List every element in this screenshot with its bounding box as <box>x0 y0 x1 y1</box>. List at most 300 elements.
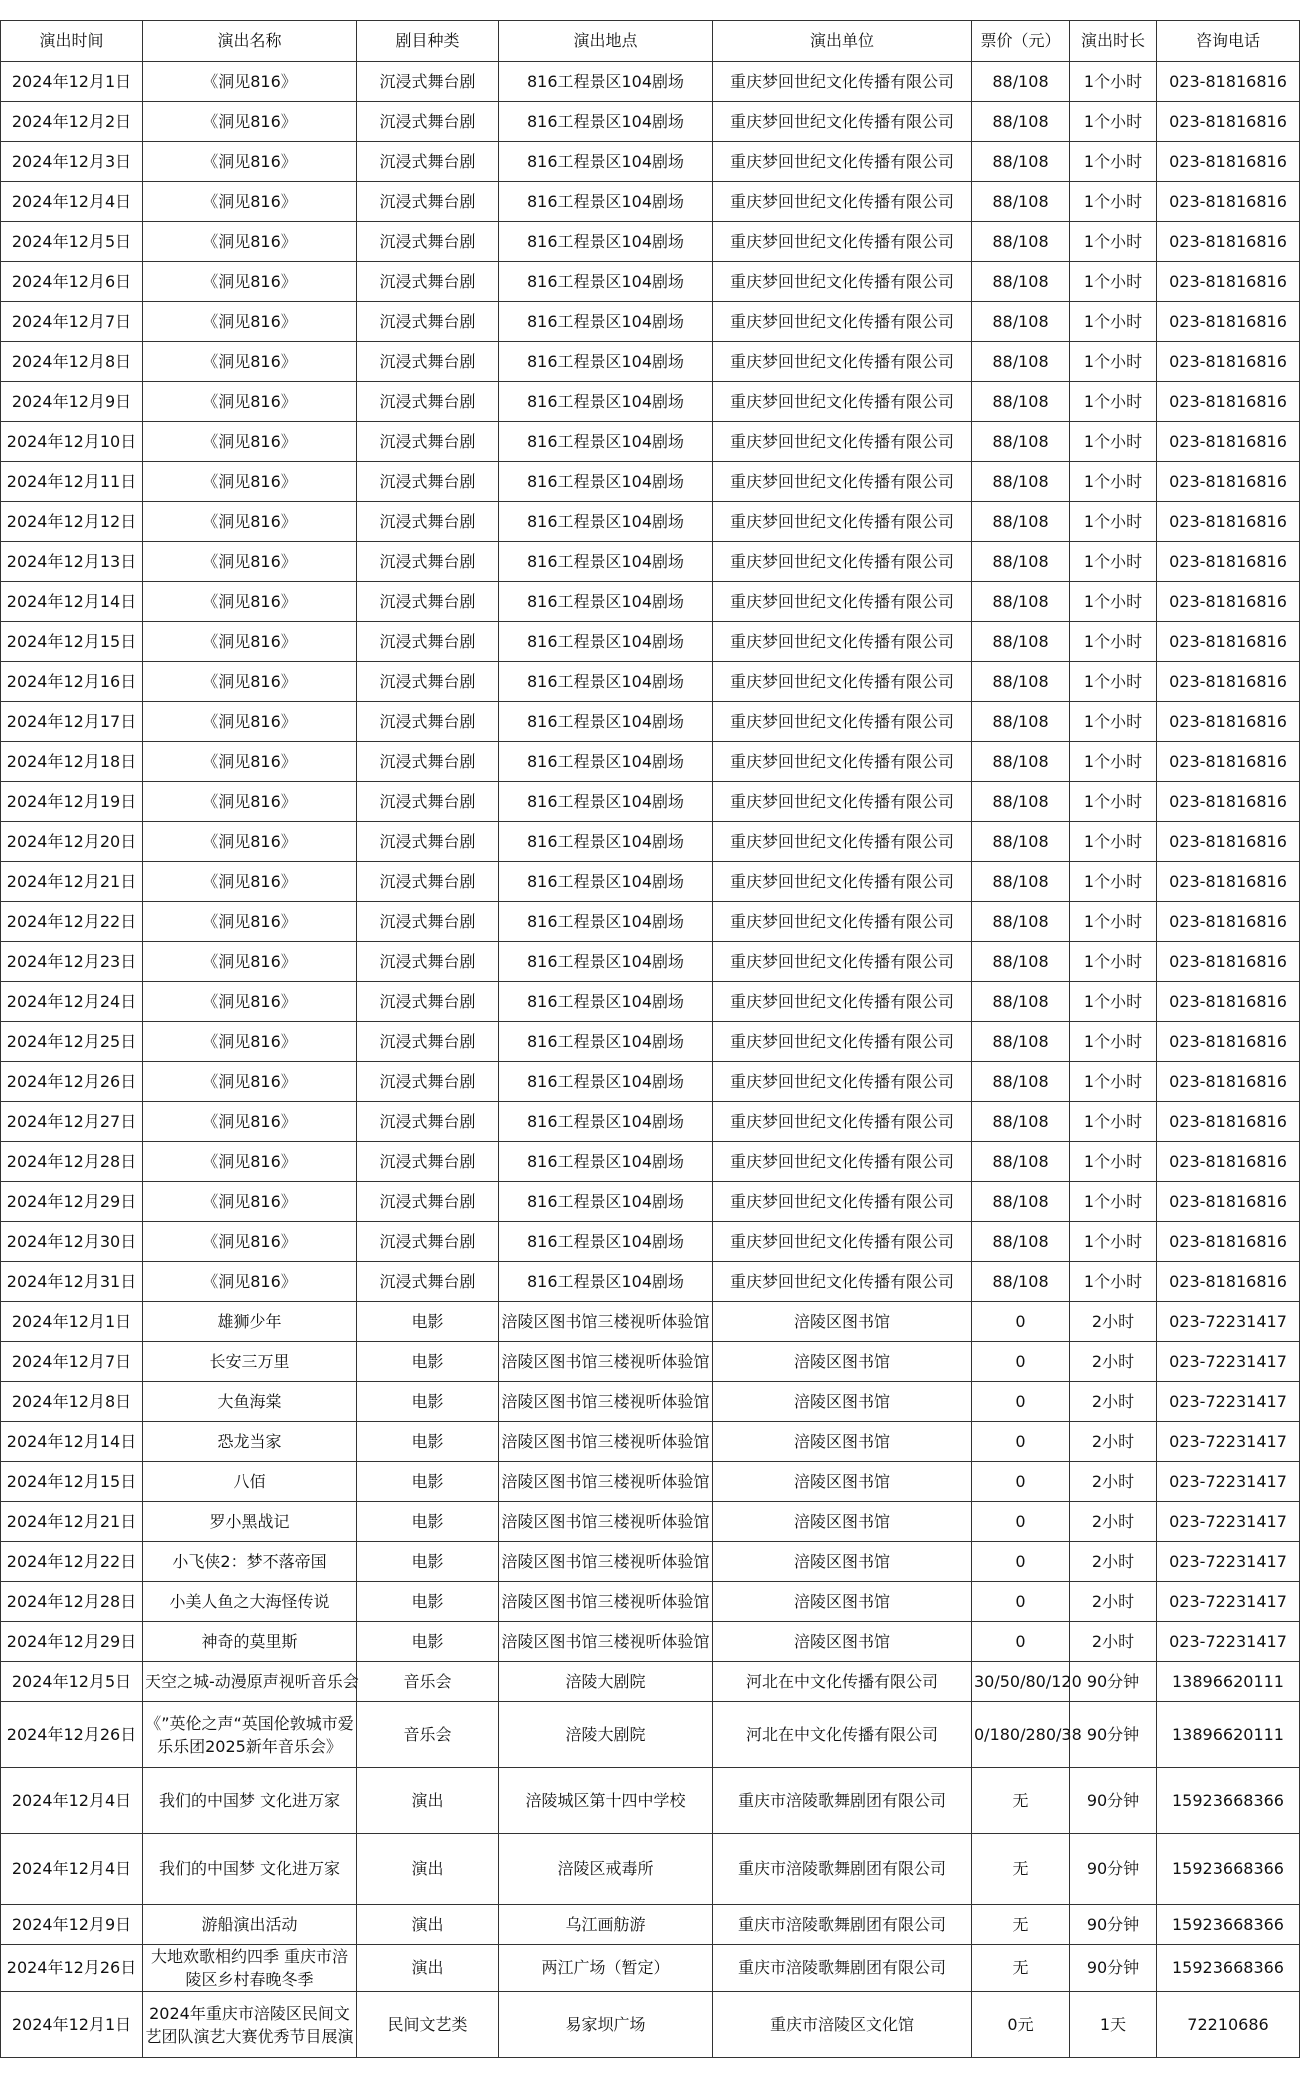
cell-name: 《洞见816》 <box>143 1222 357 1262</box>
cell-duration: 2小时 <box>1070 1302 1157 1342</box>
cell-price: 88/108 <box>972 782 1070 822</box>
cell-date: 2024年12月26日 <box>1 1945 143 1992</box>
cell-type: 沉浸式舞台剧 <box>357 542 499 582</box>
cell-org: 重庆梦回世纪文化传播有限公司 <box>713 702 972 742</box>
cell-phone: 023-81816816 <box>1157 382 1300 422</box>
table-row <box>1 1702 1300 1768</box>
cell-phone: 023-72231417 <box>1157 1622 1300 1662</box>
header-duration: 演出时长 <box>1070 21 1157 62</box>
cell-date: 2024年12月29日 <box>1 1622 143 1662</box>
cell-name: 长安三万里 <box>143 1342 357 1382</box>
cell-duration: 1个小时 <box>1070 1222 1157 1262</box>
cell-name: 《洞见816》 <box>143 1262 357 1302</box>
cell-price: 88/108 <box>972 902 1070 942</box>
cell-duration: 90分钟 <box>1070 1702 1157 1768</box>
table-row <box>1 622 1300 662</box>
cell-date: 2024年12月9日 <box>1 382 143 422</box>
cell-price: 无 <box>972 1834 1070 1905</box>
cell-duration: 1个小时 <box>1070 222 1157 262</box>
cell-type: 电影 <box>357 1502 499 1542</box>
cell-phone: 023-81816816 <box>1157 662 1300 702</box>
cell-date: 2024年12月5日 <box>1 1662 143 1702</box>
cell-price: 0 <box>972 1342 1070 1382</box>
cell-org: 重庆梦回世纪文化传播有限公司 <box>713 1182 972 1222</box>
cell-date: 2024年12月20日 <box>1 822 143 862</box>
cell-duration: 2小时 <box>1070 1462 1157 1502</box>
cell-org: 重庆梦回世纪文化传播有限公司 <box>713 1102 972 1142</box>
cell-type: 电影 <box>357 1622 499 1662</box>
performance-schedule-table <box>0 20 1300 2058</box>
cell-price: 88/108 <box>972 822 1070 862</box>
cell-venue: 816工程景区104剧场 <box>499 262 713 302</box>
cell-duration: 1个小时 <box>1070 102 1157 142</box>
cell-type: 沉浸式舞台剧 <box>357 182 499 222</box>
cell-venue: 816工程景区104剧场 <box>499 902 713 942</box>
cell-price: 88/108 <box>972 542 1070 582</box>
cell-duration: 1天 <box>1070 1992 1157 2058</box>
cell-price: 88/108 <box>972 182 1070 222</box>
cell-price: 88/108 <box>972 62 1070 102</box>
cell-date: 2024年12月15日 <box>1 1462 143 1502</box>
cell-name: 《洞见816》 <box>143 542 357 582</box>
cell-type: 沉浸式舞台剧 <box>357 822 499 862</box>
cell-date: 2024年12月23日 <box>1 942 143 982</box>
table-row <box>1 222 1300 262</box>
cell-org: 重庆市涪陵歌舞剧团有限公司 <box>713 1905 972 1945</box>
cell-phone: 023-81816816 <box>1157 742 1300 782</box>
table-row <box>1 1945 1300 1992</box>
cell-phone: 023-81816816 <box>1157 462 1300 502</box>
cell-date: 2024年12月13日 <box>1 542 143 582</box>
table-row <box>1 1302 1300 1342</box>
cell-type: 沉浸式舞台剧 <box>357 1182 499 1222</box>
cell-name: 《洞见816》 <box>143 462 357 502</box>
table-row <box>1 102 1300 142</box>
cell-type: 演出 <box>357 1834 499 1905</box>
cell-type: 沉浸式舞台剧 <box>357 902 499 942</box>
cell-price: 88/108 <box>972 1102 1070 1142</box>
cell-duration: 1个小时 <box>1070 182 1157 222</box>
table-row <box>1 1502 1300 1542</box>
cell-date: 2024年12月14日 <box>1 582 143 622</box>
cell-org: 重庆市涪陵歌舞剧团有限公司 <box>713 1768 972 1834</box>
cell-phone: 023-81816816 <box>1157 542 1300 582</box>
cell-type: 沉浸式舞台剧 <box>357 622 499 662</box>
cell-duration: 2小时 <box>1070 1542 1157 1582</box>
cell-date: 2024年12月2日 <box>1 102 143 142</box>
cell-name: 《洞见816》 <box>143 782 357 822</box>
cell-type: 演出 <box>357 1768 499 1834</box>
table-row <box>1 902 1300 942</box>
cell-name: 《洞见816》 <box>143 142 357 182</box>
cell-phone: 15923668366 <box>1157 1945 1300 1992</box>
cell-date: 2024年12月4日 <box>1 1834 143 1905</box>
cell-price: 0 <box>972 1542 1070 1582</box>
cell-org: 涪陵区图书馆 <box>713 1582 972 1622</box>
cell-date: 2024年12月7日 <box>1 1342 143 1382</box>
table-row <box>1 1062 1300 1102</box>
cell-price: 88/108 <box>972 1182 1070 1222</box>
cell-price: 0/180/280/38 <box>972 1702 1070 1768</box>
cell-date: 2024年12月17日 <box>1 702 143 742</box>
cell-date: 2024年12月14日 <box>1 1422 143 1462</box>
header-venue: 演出地点 <box>499 21 713 62</box>
cell-type: 沉浸式舞台剧 <box>357 1062 499 1102</box>
cell-type: 沉浸式舞台剧 <box>357 982 499 1022</box>
cell-date: 2024年12月27日 <box>1 1102 143 1142</box>
cell-name: 《洞见816》 <box>143 302 357 342</box>
cell-venue: 816工程景区104剧场 <box>499 1102 713 1142</box>
header-name: 演出名称 <box>143 21 357 62</box>
cell-name: 八佰 <box>143 1462 357 1502</box>
cell-name: 《洞见816》 <box>143 1182 357 1222</box>
cell-phone: 023-81816816 <box>1157 182 1300 222</box>
cell-duration: 2小时 <box>1070 1342 1157 1382</box>
cell-venue: 816工程景区104剧场 <box>499 1142 713 1182</box>
cell-name: 小美人鱼之大海怪传说 <box>143 1582 357 1622</box>
table-row <box>1 1834 1300 1905</box>
cell-venue: 816工程景区104剧场 <box>499 422 713 462</box>
cell-date: 2024年12月1日 <box>1 1302 143 1342</box>
cell-type: 沉浸式舞台剧 <box>357 462 499 502</box>
cell-phone: 72210686 <box>1157 1992 1300 2058</box>
cell-type: 沉浸式舞台剧 <box>357 1222 499 1262</box>
table-row <box>1 262 1300 302</box>
cell-org: 重庆梦回世纪文化传播有限公司 <box>713 222 972 262</box>
cell-price: 0 <box>972 1502 1070 1542</box>
table-row <box>1 702 1300 742</box>
cell-price: 88/108 <box>972 1062 1070 1102</box>
table-row <box>1 382 1300 422</box>
cell-venue: 涪陵区图书馆三楼视听体验馆 <box>499 1422 713 1462</box>
table-row <box>1 1462 1300 1502</box>
cell-venue: 816工程景区104剧场 <box>499 822 713 862</box>
table-row <box>1 1022 1300 1062</box>
cell-phone: 023-81816816 <box>1157 582 1300 622</box>
table-row <box>1 1382 1300 1422</box>
cell-duration: 1个小时 <box>1070 342 1157 382</box>
cell-org: 重庆梦回世纪文化传播有限公司 <box>713 1222 972 1262</box>
cell-price: 88/108 <box>972 222 1070 262</box>
cell-phone: 023-72231417 <box>1157 1542 1300 1582</box>
table-row <box>1 782 1300 822</box>
cell-duration: 1个小时 <box>1070 1182 1157 1222</box>
cell-duration: 1个小时 <box>1070 542 1157 582</box>
cell-duration: 1个小时 <box>1070 982 1157 1022</box>
cell-venue: 涪陵区图书馆三楼视听体验馆 <box>499 1582 713 1622</box>
cell-venue: 816工程景区104剧场 <box>499 1022 713 1062</box>
cell-price: 88/108 <box>972 342 1070 382</box>
cell-date: 2024年12月10日 <box>1 422 143 462</box>
cell-venue: 816工程景区104剧场 <box>499 302 713 342</box>
cell-type: 电影 <box>357 1382 499 1422</box>
cell-org: 重庆梦回世纪文化传播有限公司 <box>713 622 972 662</box>
table-row <box>1 62 1300 102</box>
cell-venue: 乌江画舫游 <box>499 1905 713 1945</box>
cell-phone: 023-72231417 <box>1157 1502 1300 1542</box>
table-row <box>1 422 1300 462</box>
cell-org: 重庆梦回世纪文化传播有限公司 <box>713 662 972 702</box>
cell-price: 0 <box>972 1462 1070 1502</box>
cell-duration: 1个小时 <box>1070 902 1157 942</box>
cell-duration: 1个小时 <box>1070 582 1157 622</box>
cell-venue: 816工程景区104剧场 <box>499 462 713 502</box>
cell-org: 重庆梦回世纪文化传播有限公司 <box>713 262 972 302</box>
cell-type: 音乐会 <box>357 1662 499 1702</box>
cell-type: 民间文艺类 <box>357 1992 499 2058</box>
cell-name: 大鱼海棠 <box>143 1382 357 1422</box>
cell-duration: 90分钟 <box>1070 1905 1157 1945</box>
cell-venue: 涪陵城区第十四中学校 <box>499 1768 713 1834</box>
cell-duration: 1个小时 <box>1070 262 1157 302</box>
cell-phone: 023-81816816 <box>1157 502 1300 542</box>
table-row <box>1 742 1300 782</box>
cell-phone: 023-72231417 <box>1157 1342 1300 1382</box>
cell-price: 0 <box>972 1622 1070 1662</box>
cell-venue: 816工程景区104剧场 <box>499 182 713 222</box>
cell-name: 《洞见816》 <box>143 222 357 262</box>
cell-name: 《洞见816》 <box>143 942 357 982</box>
cell-price: 0 <box>972 1422 1070 1462</box>
cell-name: 《洞见816》 <box>143 382 357 422</box>
table-row <box>1 1582 1300 1622</box>
cell-org: 重庆梦回世纪文化传播有限公司 <box>713 1142 972 1182</box>
cell-type: 沉浸式舞台剧 <box>357 662 499 702</box>
cell-type: 电影 <box>357 1302 499 1342</box>
cell-name: 我们的中国梦 文化进万家 <box>143 1834 357 1905</box>
cell-name: 罗小黑战记 <box>143 1502 357 1542</box>
cell-org: 涪陵区图书馆 <box>713 1542 972 1582</box>
cell-venue: 816工程景区104剧场 <box>499 982 713 1022</box>
cell-org: 重庆梦回世纪文化传播有限公司 <box>713 982 972 1022</box>
cell-venue: 两江广场（暂定） <box>499 1945 713 1992</box>
cell-venue: 涪陵大剧院 <box>499 1662 713 1702</box>
table-row <box>1 982 1300 1022</box>
cell-venue: 816工程景区104剧场 <box>499 142 713 182</box>
cell-type: 沉浸式舞台剧 <box>357 142 499 182</box>
cell-type: 沉浸式舞台剧 <box>357 222 499 262</box>
cell-date: 2024年12月28日 <box>1 1582 143 1622</box>
table-row <box>1 502 1300 542</box>
cell-type: 沉浸式舞台剧 <box>357 942 499 982</box>
cell-org: 重庆梦回世纪文化传播有限公司 <box>713 302 972 342</box>
cell-price: 88/108 <box>972 1262 1070 1302</box>
cell-duration: 1个小时 <box>1070 942 1157 982</box>
performance-schedule-sheet <box>0 20 1299 2058</box>
cell-name: 《洞见816》 <box>143 62 357 102</box>
cell-venue: 816工程景区104剧场 <box>499 582 713 622</box>
cell-org: 重庆市涪陵歌舞剧团有限公司 <box>713 1945 972 1992</box>
cell-price: 88/108 <box>972 262 1070 302</box>
table-row <box>1 1182 1300 1222</box>
cell-type: 沉浸式舞台剧 <box>357 342 499 382</box>
table-row <box>1 942 1300 982</box>
cell-venue: 816工程景区104剧场 <box>499 502 713 542</box>
header-org: 演出单位 <box>713 21 972 62</box>
cell-name: 2024年重庆市涪陵区民间文艺团队演艺大赛优秀节目展演 <box>143 1992 357 2058</box>
cell-phone: 023-81816816 <box>1157 302 1300 342</box>
cell-price: 88/108 <box>972 1142 1070 1182</box>
cell-date: 2024年12月1日 <box>1 1992 143 2058</box>
cell-phone: 023-81816816 <box>1157 1102 1300 1142</box>
cell-duration: 1个小时 <box>1070 662 1157 702</box>
cell-org: 涪陵区图书馆 <box>713 1342 972 1382</box>
cell-phone: 15923668366 <box>1157 1905 1300 1945</box>
cell-type: 电影 <box>357 1342 499 1382</box>
cell-price: 88/108 <box>972 582 1070 622</box>
cell-duration: 1个小时 <box>1070 1142 1157 1182</box>
cell-org: 涪陵区图书馆 <box>713 1502 972 1542</box>
cell-duration: 1个小时 <box>1070 862 1157 902</box>
cell-name: 《洞见816》 <box>143 582 357 622</box>
cell-org: 重庆梦回世纪文化传播有限公司 <box>713 742 972 782</box>
cell-duration: 1个小时 <box>1070 742 1157 782</box>
cell-org: 河北在中文化传播有限公司 <box>713 1662 972 1702</box>
cell-name: 《洞见816》 <box>143 1062 357 1102</box>
cell-name: 我们的中国梦 文化进万家 <box>143 1768 357 1834</box>
table-row <box>1 582 1300 622</box>
cell-date: 2024年12月6日 <box>1 262 143 302</box>
cell-org: 重庆梦回世纪文化传播有限公司 <box>713 102 972 142</box>
cell-name: 《洞见816》 <box>143 742 357 782</box>
cell-price: 88/108 <box>972 702 1070 742</box>
cell-date: 2024年12月21日 <box>1 1502 143 1542</box>
cell-name: 《洞见816》 <box>143 982 357 1022</box>
cell-date: 2024年12月22日 <box>1 902 143 942</box>
cell-org: 重庆梦回世纪文化传播有限公司 <box>713 942 972 982</box>
table-row <box>1 1422 1300 1462</box>
cell-phone: 023-81816816 <box>1157 262 1300 302</box>
cell-type: 沉浸式舞台剧 <box>357 302 499 342</box>
cell-venue: 816工程景区104剧场 <box>499 102 713 142</box>
cell-venue: 816工程景区104剧场 <box>499 942 713 982</box>
cell-price: 88/108 <box>972 1222 1070 1262</box>
cell-org: 涪陵区图书馆 <box>713 1302 972 1342</box>
cell-name: 《洞见816》 <box>143 622 357 662</box>
cell-org: 重庆梦回世纪文化传播有限公司 <box>713 822 972 862</box>
cell-price: 88/108 <box>972 502 1070 542</box>
cell-type: 沉浸式舞台剧 <box>357 102 499 142</box>
table-row <box>1 1662 1300 1702</box>
cell-date: 2024年12月4日 <box>1 182 143 222</box>
cell-phone: 023-81816816 <box>1157 982 1300 1022</box>
cell-phone: 023-81816816 <box>1157 942 1300 982</box>
table-row <box>1 302 1300 342</box>
cell-date: 2024年12月19日 <box>1 782 143 822</box>
cell-date: 2024年12月4日 <box>1 1768 143 1834</box>
cell-org: 重庆梦回世纪文化传播有限公司 <box>713 1062 972 1102</box>
cell-duration: 1个小时 <box>1070 702 1157 742</box>
cell-price: 88/108 <box>972 662 1070 702</box>
cell-price: 0元 <box>972 1992 1070 2058</box>
cell-phone: 023-72231417 <box>1157 1422 1300 1462</box>
cell-venue: 涪陵区图书馆三楼视听体验馆 <box>499 1502 713 1542</box>
table-row <box>1 1102 1300 1142</box>
cell-phone: 023-81816816 <box>1157 422 1300 462</box>
cell-price: 88/108 <box>972 142 1070 182</box>
cell-price: 0 <box>972 1302 1070 1342</box>
table-row <box>1 1905 1300 1945</box>
cell-duration: 1个小时 <box>1070 1022 1157 1062</box>
cell-phone: 023-81816816 <box>1157 102 1300 142</box>
cell-type: 沉浸式舞台剧 <box>357 1262 499 1302</box>
header-type: 剧目种类 <box>357 21 499 62</box>
cell-duration: 1个小时 <box>1070 382 1157 422</box>
cell-name: 天空之城-动漫原声视听音乐会 <box>143 1662 357 1702</box>
cell-org: 重庆市涪陵区文化馆 <box>713 1992 972 2058</box>
cell-date: 2024年12月3日 <box>1 142 143 182</box>
cell-date: 2024年12月1日 <box>1 62 143 102</box>
cell-type: 沉浸式舞台剧 <box>357 782 499 822</box>
cell-date: 2024年12月21日 <box>1 862 143 902</box>
cell-org: 重庆梦回世纪文化传播有限公司 <box>713 1022 972 1062</box>
header-price: 票价（元） <box>972 21 1070 62</box>
cell-date: 2024年12月9日 <box>1 1905 143 1945</box>
table-row <box>1 1542 1300 1582</box>
cell-duration: 1个小时 <box>1070 782 1157 822</box>
cell-phone: 023-81816816 <box>1157 1222 1300 1262</box>
cell-price: 0 <box>972 1382 1070 1422</box>
cell-venue: 涪陵区图书馆三楼视听体验馆 <box>499 1302 713 1342</box>
cell-type: 沉浸式舞台剧 <box>357 582 499 622</box>
cell-duration: 1个小时 <box>1070 302 1157 342</box>
cell-phone: 023-72231417 <box>1157 1582 1300 1622</box>
cell-type: 演出 <box>357 1905 499 1945</box>
cell-org: 重庆梦回世纪文化传播有限公司 <box>713 582 972 622</box>
cell-venue: 易家坝广场 <box>499 1992 713 2058</box>
cell-date: 2024年12月11日 <box>1 462 143 502</box>
cell-name: 《洞见816》 <box>143 822 357 862</box>
cell-venue: 涪陵区图书馆三楼视听体验馆 <box>499 1382 713 1422</box>
header-phone: 咨询电话 <box>1157 21 1300 62</box>
cell-type: 电影 <box>357 1422 499 1462</box>
cell-date: 2024年12月30日 <box>1 1222 143 1262</box>
cell-name: 雄狮少年 <box>143 1302 357 1342</box>
cell-type: 沉浸式舞台剧 <box>357 702 499 742</box>
cell-phone: 023-81816816 <box>1157 1182 1300 1222</box>
cell-name: 《洞见816》 <box>143 862 357 902</box>
cell-name: 《洞见816》 <box>143 342 357 382</box>
cell-name: 《洞见816》 <box>143 502 357 542</box>
cell-duration: 2小时 <box>1070 1422 1157 1462</box>
cell-duration: 1个小时 <box>1070 62 1157 102</box>
cell-name: 恐龙当家 <box>143 1422 357 1462</box>
table-row <box>1 862 1300 902</box>
cell-org: 重庆梦回世纪文化传播有限公司 <box>713 182 972 222</box>
cell-date: 2024年12月24日 <box>1 982 143 1022</box>
table-header-row <box>1 21 1300 62</box>
cell-date: 2024年12月22日 <box>1 1542 143 1582</box>
cell-type: 沉浸式舞台剧 <box>357 502 499 542</box>
cell-duration: 1个小时 <box>1070 422 1157 462</box>
cell-name: 小飞侠2：梦不落帝国 <box>143 1542 357 1582</box>
cell-type: 沉浸式舞台剧 <box>357 1142 499 1182</box>
cell-date: 2024年12月31日 <box>1 1262 143 1302</box>
cell-duration: 90分钟 <box>1070 1945 1157 1992</box>
cell-duration: 2小时 <box>1070 1622 1157 1662</box>
cell-price: 无 <box>972 1905 1070 1945</box>
cell-venue: 816工程景区104剧场 <box>499 862 713 902</box>
table-row <box>1 1222 1300 1262</box>
cell-name: 《洞见816》 <box>143 1102 357 1142</box>
cell-name: 《洞见816》 <box>143 262 357 302</box>
cell-price: 30/50/80/120 <box>972 1662 1070 1702</box>
cell-phone: 13896620111 <box>1157 1702 1300 1768</box>
table-row <box>1 1142 1300 1182</box>
cell-price: 无 <box>972 1768 1070 1834</box>
cell-type: 沉浸式舞台剧 <box>357 862 499 902</box>
cell-duration: 2小时 <box>1070 1582 1157 1622</box>
